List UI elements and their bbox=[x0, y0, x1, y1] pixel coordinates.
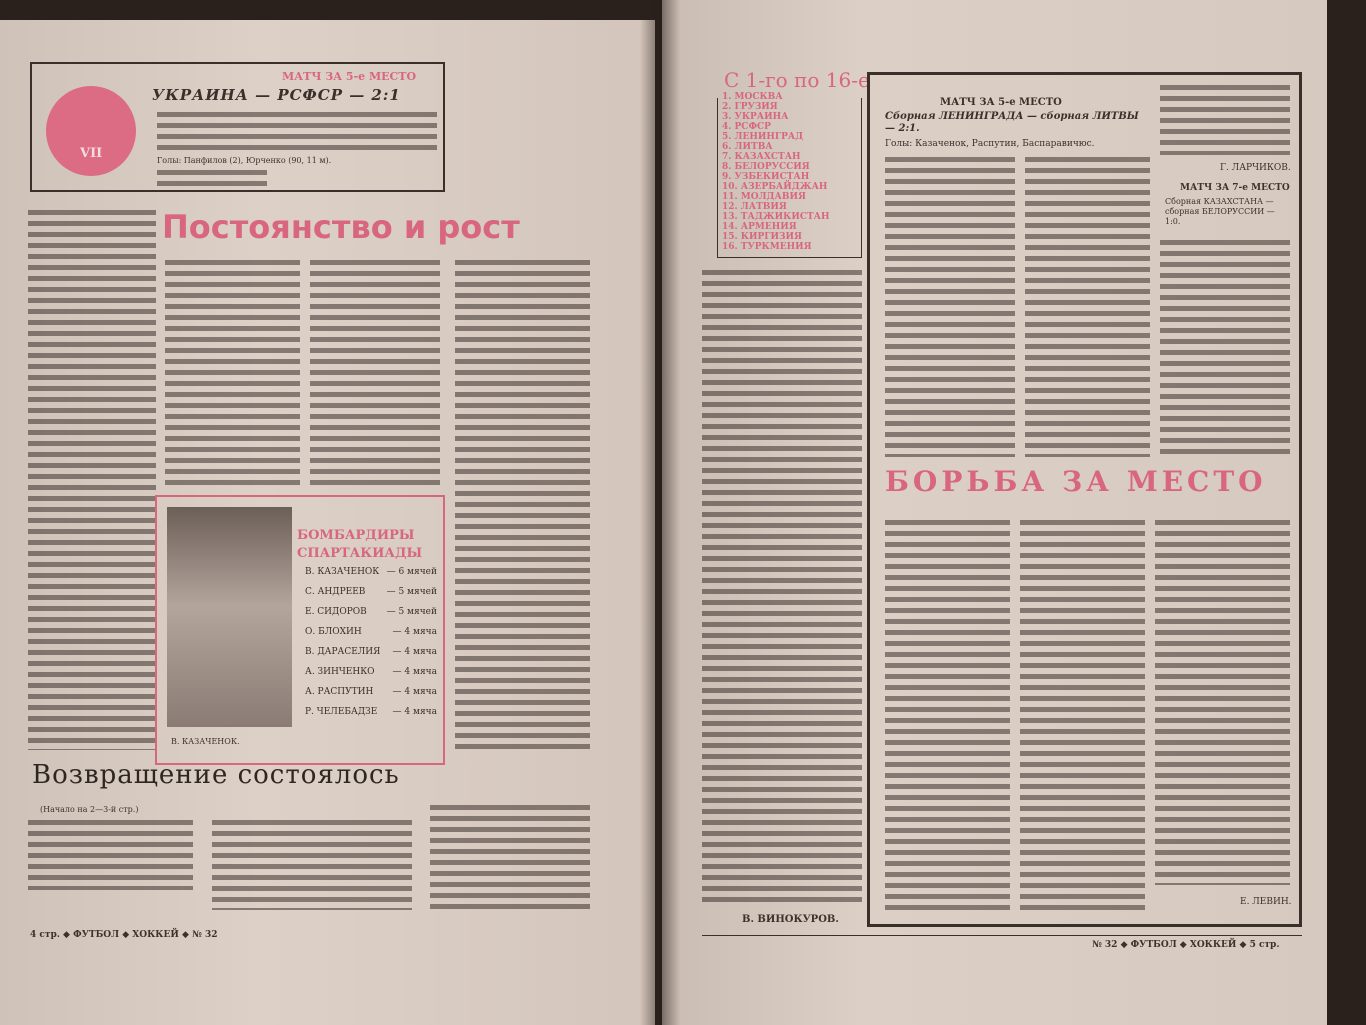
scorer-item: В. ДАРАСЕЛИЯ — 4 мяча bbox=[305, 647, 437, 657]
article-frame: МАТЧ ЗА 5-е МЕСТО Сборная ЛЕНИНГРАДА — сборная ЛИТВЫ — 2:1. Голы: Казаченок, Распутин, Баспаравичюс. Г. ЛАРЧИКОВ. МАТЧ ЗА 7-е МЕСТО Сборная КАЗАХСТАНА — сборная БЕЛОРУССИИ — 1:0. БОРЬБА ЗА МЕСТО Е. ЛЕВИН. bbox=[867, 72, 1302, 927]
standings-item: 13. ТАДЖИКИСТАН bbox=[722, 212, 830, 222]
standings-item: 5. ЛЕНИНГРАД bbox=[722, 132, 804, 142]
scorer-item: А. РАСПУТИН — 4 мяча bbox=[305, 687, 437, 697]
standings-item: 15. КИРГИЗИЯ bbox=[722, 232, 802, 242]
standings-item: 2. ГРУЗИЯ bbox=[722, 102, 778, 112]
spartakiad-emblem-icon: VII bbox=[46, 86, 136, 176]
match-score: УКРАИНА — РСФСР — 2:1 bbox=[152, 86, 401, 104]
scorer-item: В. КАЗАЧЕНОК — 6 мячей bbox=[305, 567, 437, 577]
page-footer: № 32 ◆ ФУТБОЛ ◆ ХОККЕЙ ◆ 5 стр. bbox=[1092, 940, 1280, 950]
standings-list bbox=[722, 92, 830, 252]
standings-item: 12. ЛАТВИЯ bbox=[722, 202, 787, 212]
standings-item: 7. КАЗАХСТАН bbox=[722, 152, 801, 162]
scorer-item: О. БЛОХИН — 4 мяча bbox=[305, 627, 437, 637]
scorer-item: Е. СИДОРОВ — 5 мячей bbox=[305, 607, 437, 617]
match-heading: МАТЧ ЗА 5-е МЕСТО bbox=[282, 70, 417, 83]
match-result-box: VII МАТЧ ЗА 5-е МЕСТО УКРАИНА — РСФСР — 2:1 Голы: Панфилов (2), Юрченко (90, 11 м). bbox=[30, 62, 445, 192]
standings-item: 16. ТУРКМЕНИЯ bbox=[722, 242, 812, 252]
scorer-item: Р. ЧЕЛЕБАДЗЕ — 4 мяча bbox=[305, 707, 437, 717]
standings-item: 11. МОЛДАВИЯ bbox=[722, 192, 806, 202]
article-headline: Постоянство и рост bbox=[162, 208, 520, 246]
standings-item: 14. АРМЕНИЯ bbox=[722, 222, 797, 232]
standings-item: 4. РСФСР bbox=[722, 122, 771, 132]
scorers-box: В. КАЗАЧЕНОК. БОМБАРДИРЫ СПАРТАКИАДЫ В. КАЗАЧЕНОК — 6 мячей С. АНДРЕЕВ — 5 мячей Е. СИДОРОВ — 5 мячей О. БЛОХИН — 4 мяча В. ДАРАСЕЛИЯ — 4 мяча А. ЗИНЧЕНКО — 4 мяча А. РАСПУТИН — 4 мяча Р. ЧЕЛЕБАДЗЕ — 4 мяча bbox=[155, 495, 445, 765]
standings-item: 1. МОСКВА bbox=[722, 92, 783, 102]
standings-item: 10. АЗЕРБАЙДЖАН bbox=[722, 182, 828, 192]
scorer-item: С. АНДРЕЕВ — 5 мячей bbox=[305, 587, 437, 597]
left-page: VII МАТЧ ЗА 5-е МЕСТО УКРАИНА — РСФСР — 2:1 Голы: Панфилов (2), Юрченко (90, 11 м). Постоянство и рост В. КАЗАЧЕНОК. БОМБАРДИРЫ СПАРТАКИАДЫ В. КАЗАЧЕНОК — 6 мячей С. АНДРЕЕВ — 5 мячей Е. СИДОРОВ — 5 мячей О. БЛОХИН — 4 мяча В. ДАРАСЕЛИЯ — 4 мяча А. ЗИНЧЕНКО — 4 мяча А. РАСПУТИН — 4 мяча Р. ЧЕЛЕБАДЗЕ — 4 мяча Возвращение состоялось (Начало на 2—3-й стр.) 4 стр. ◆ ФУТБОЛ ◆ ХОККЕЙ ◆ № 32 bbox=[0, 20, 655, 1025]
player-photo bbox=[167, 507, 292, 727]
standings-item: 6. ЛИТВА bbox=[722, 142, 773, 152]
scorers-title: БОМБАРДИРЫ СПАРТАКИАДЫ bbox=[297, 528, 423, 561]
article-headline-2: Возвращение состоялось bbox=[32, 760, 400, 790]
standings-item: 9. УЗБЕКИСТАН bbox=[722, 172, 810, 182]
scorers-list bbox=[305, 567, 437, 727]
right-page: С 1-го по 16-е 1. МОСКВА 2. ГРУЗИЯ 3. УКРАИНА 4. РСФСР 5. ЛЕНИНГРАД 6. ЛИТВА 7. КАЗАХСТАН 8. БЕЛОРУССИЯ 9. УЗБЕКИСТАН 10. АЗЕРБАЙДЖАН 11. МОЛДАВИЯ 12. ЛАТВИЯ 13. ТАДЖИКИСТАН 14. АРМЕНИЯ 15. КИРГИЗИЯ 16. ТУРКМЕНИЯ МАТЧ ЗА 5-е МЕСТО Сборная ЛЕНИНГРАДА — сборная ЛИТВЫ — 2:1. Голы: Казаченок, Распутин, Баспаравичюс. Г. ЛАРЧИКОВ. МАТЧ ЗА 7-е МЕСТО Сборная КАЗАХСТАНА — сборная БЕЛОРУССИИ — 1:0. БОРЬБА ЗА МЕСТО Е. ЛЕВИН. В. ВИНОКУРОВ. № 32 ◆ ФУТБОЛ ◆ ХОККЕЙ ◆ 5 стр. bbox=[662, 0, 1327, 1025]
standings-item: 3. УКРАИНА bbox=[722, 112, 789, 122]
page-footer: 4 стр. ◆ ФУТБОЛ ◆ ХОККЕЙ ◆ № 32 bbox=[30, 930, 218, 940]
scorer-item: А. ЗИНЧЕНКО — 4 мяча bbox=[305, 667, 437, 677]
standings-item: 8. БЕЛОРУССИЯ bbox=[722, 162, 810, 172]
article-headline: БОРЬБА ЗА МЕСТО bbox=[885, 465, 1267, 498]
standings-title: С 1-го по 16-е bbox=[724, 68, 870, 92]
